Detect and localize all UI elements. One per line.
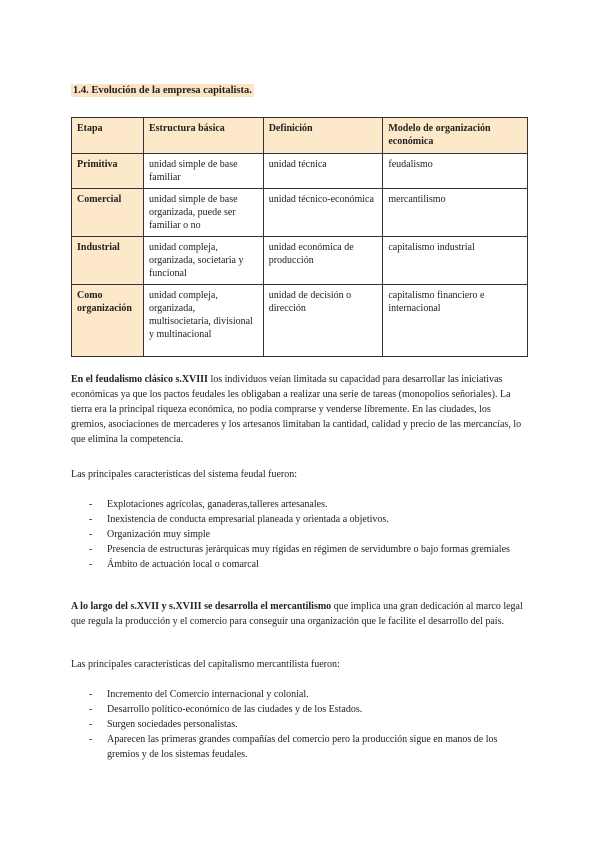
- structure-cell: unidad simple de base organizada, puede ser familiar o no: [143, 189, 263, 237]
- stage-cell: Como organización: [72, 285, 144, 357]
- list-item: - Inexistencia de conducta empresarial planeada y orientada a objetivos.: [71, 512, 528, 527]
- company-stages-table: [71, 117, 528, 357]
- list-item: - Surgen sociedades personalistas.: [71, 717, 528, 732]
- structure-cell: unidad compleja, organizada, societaria y funcional: [143, 237, 263, 285]
- section-heading: 1.4. Evolución de la empresa capitalista.: [73, 85, 252, 96]
- feudal-characteristics-list: [71, 497, 528, 572]
- structure-cell: unidad compleja, organizada, multisocietaria, divisional y multinacional: [143, 285, 263, 357]
- list-item: - Ámbito de actuación local o comarcal: [71, 557, 528, 572]
- table-row: [72, 154, 528, 189]
- definition-cell: unidad de decisión o dirección: [263, 285, 383, 357]
- model-cell: feudalismo: [383, 154, 528, 189]
- definition-cell: unidad técnica: [263, 154, 383, 189]
- stage-cell: Primitiva: [72, 154, 144, 189]
- mercantilism-lead: A lo largo del s.XVII y s.XVIII se desarrolla el mercantilismo: [71, 601, 332, 612]
- model-cell: mercantilismo: [383, 189, 528, 237]
- model-cell: capitalismo industrial: [383, 237, 528, 285]
- table-row: [72, 285, 528, 357]
- feudalism-text: los individuos veían limitada su capacidad para desarrollar las iniciativas económicas ya que los pactos feudales les obligaban a realizar una serie de tareas (monopolios señoriales). La tierra era la principal riqueza económica, no podía comprarse y venderse libremente. En las ciudades, los gremios, asociaciones de mercaderes y los artesanos limitaban la cantidad, calidad y precio de las mercancías, lo que elimina la competencia.: [71, 374, 522, 445]
- list-item: - Organización muy simple: [71, 527, 528, 542]
- stage-cell: Comercial: [72, 189, 144, 237]
- list-item: - Explotaciones agrícolas, ganaderas,talleres artesanales.: [71, 497, 528, 512]
- model-cell: capitalismo financiero e internacional: [383, 285, 528, 357]
- feudalism-lead: En el feudalismo clásico s.XVIII: [71, 374, 208, 385]
- mercantilism-intro: Las principales características del capitalismo mercantilista fueron:: [71, 659, 340, 670]
- header-modelo: Modelo de organización económica: [383, 118, 528, 154]
- feudal-intro: Las principales características del sistema feudal fueron:: [71, 469, 298, 480]
- mercantilism-paragraph: [71, 599, 528, 629]
- header-estructura: Estructura básica: [143, 118, 263, 154]
- table-row: [72, 189, 528, 237]
- header-definicion: Definición: [263, 118, 383, 154]
- mercantilism-text: que implica una gran dedicación al marco legal que regula la producción y el comercio para conseguir una organización que le facilite el desarrollo del país.: [71, 601, 523, 627]
- feudalism-paragraph: [71, 372, 528, 447]
- list-item: - Presencia de estructuras jerárquicas muy rígidas en régimen de servidumbre o bajo formas gremiales: [71, 542, 528, 557]
- list-item: - Desarrollo político-económico de las ciudades y de los Estados.: [71, 702, 528, 717]
- header-etapa: Etapa: [72, 118, 144, 154]
- definition-cell: unidad económica de producción: [263, 237, 383, 285]
- table-header-row: [72, 118, 528, 154]
- list-item: - Incremento del Comercio internacional y colonial.: [71, 687, 528, 702]
- stage-cell: Industrial: [72, 237, 144, 285]
- list-item: - Aparecen las primeras grandes compañías del comercio pero la producción sigue en manos de los gremios y de los sistemas feudales.: [71, 732, 528, 762]
- mercantilism-characteristics-list: [71, 687, 528, 762]
- definition-cell: unidad técnico-económica: [263, 189, 383, 237]
- structure-cell: unidad simple de base familiar: [143, 154, 263, 189]
- table-row: [72, 237, 528, 285]
